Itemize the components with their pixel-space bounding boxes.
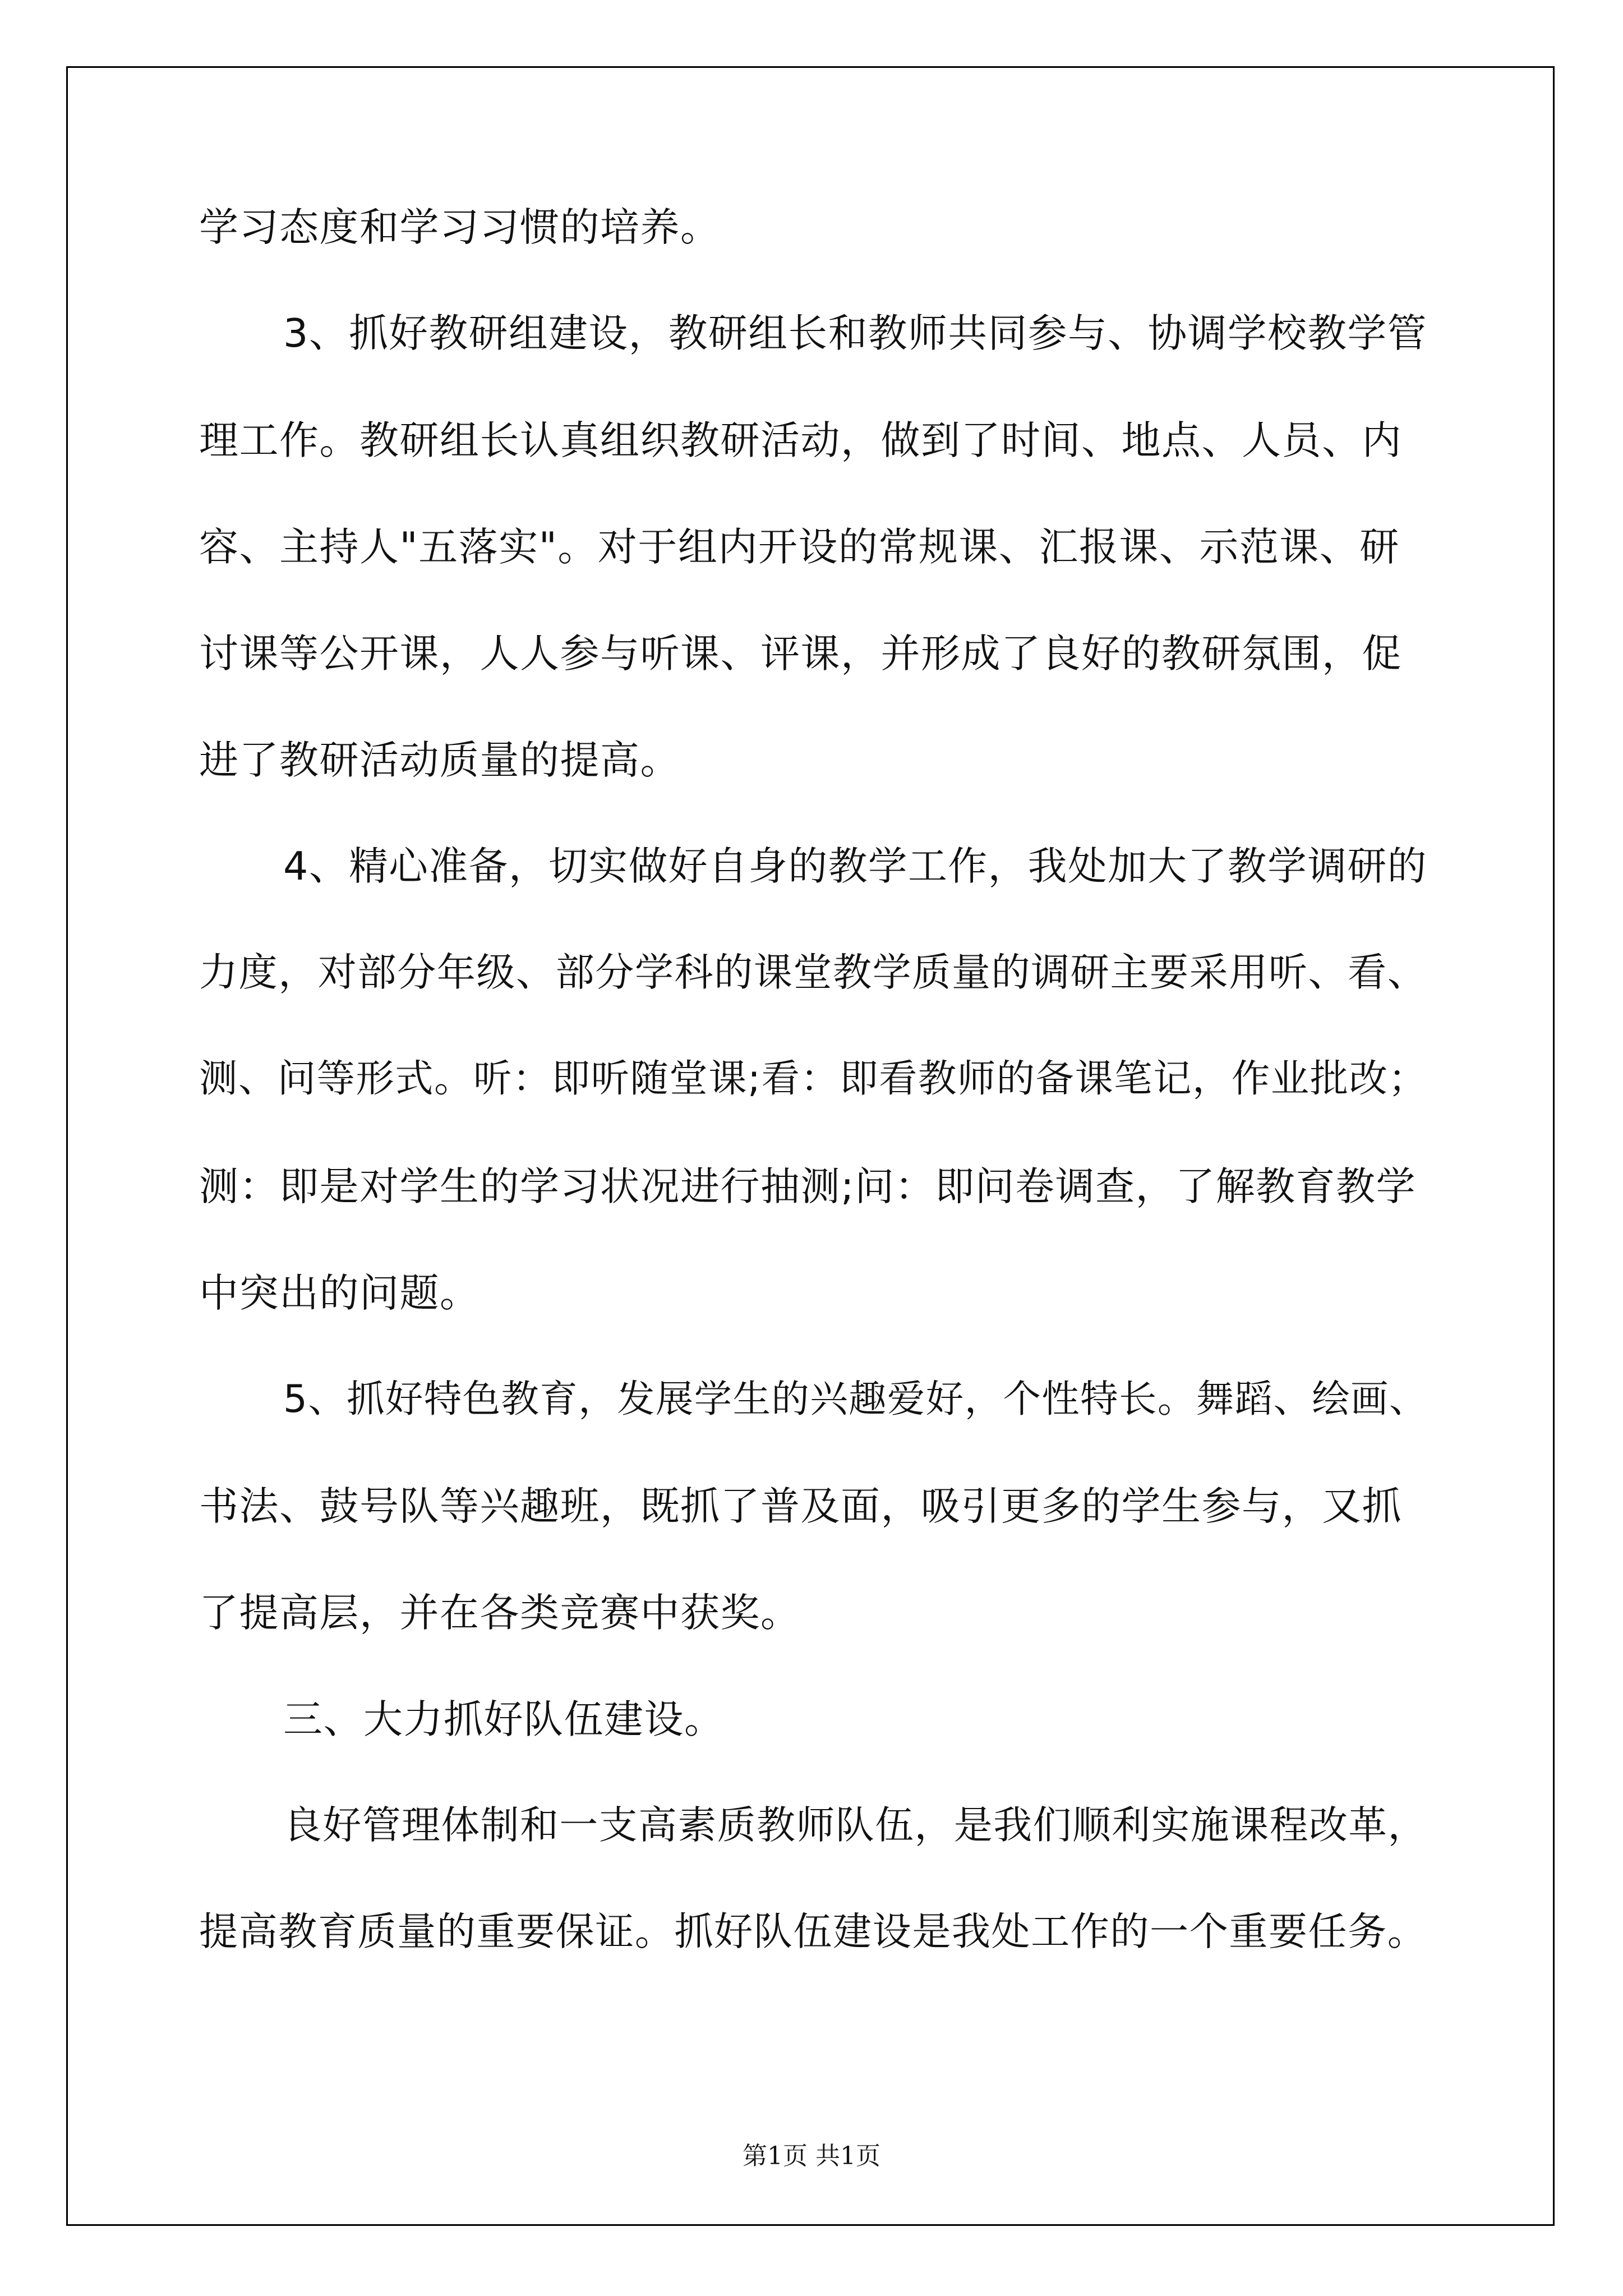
paragraph-line: 提高教育质量的重要保证。抓好队伍建设是我处工作的一个重要任务。 [199,1910,1427,1954]
paragraph-line: 测：即是对学生的学习状况进行抽测;问：即问卷调查，了解教育教学 [199,1163,1417,1209]
paragraph-line: 理工作。教研组长认真组织教研活动，做到了时间、地点、人员、内 [199,417,1402,463]
paragraph-line: 4、精心准备，切实做好自身的教学工作，我处加大了教学调研的 [283,844,1427,889]
paragraph-line: 3、抓好教研组建设，教研组长和教师共同参与、协调学校教学管 [283,311,1427,356]
paragraph-line: 了提高层，并在各类竞赛中获奖。 [199,1590,801,1636]
page-border [66,66,1555,2226]
paragraph-line: 5、抓好特色教育，发展学生的兴趣爱好，个性特长。舞蹈、绘画、 [283,1377,1428,1421]
paragraph-line: 中突出的问题。 [199,1270,480,1316]
paragraph-line: 书法、鼓号队等兴趣班，既抓了普及面，吸引更多的学生参与，又抓 [199,1483,1402,1529]
paragraph-line: 进了教研活动质量的提高。 [199,737,680,783]
paragraph-line: 良好管理体制和一支高素质教师队伍，是我们顺利实施课程改革， [283,1803,1427,1848]
paragraph-line: 讨课等公开课，人人参与听课、评课，并形成了良好的教研氛围，促 [199,631,1402,677]
page-number-footer: 第1页 共1页 [743,2142,880,2170]
paragraph-line: 测、问等形式。听：即听随堂课;看：即看教师的备课笔记，作业批改； [199,1057,1428,1101]
paragraph-line: 力度，对部分年级、部分学科的课堂教学质量的调研主要采用听、看、 [199,950,1427,995]
paragraph-line: 容、主持人"五落实"。对于组内开设的常规课、汇报课、示范课、研 [199,524,1400,570]
section-heading: 三、大力抓好队伍建设。 [283,1696,725,1742]
paragraph-line: 学习态度和学习习惯的培养。 [199,204,721,250]
